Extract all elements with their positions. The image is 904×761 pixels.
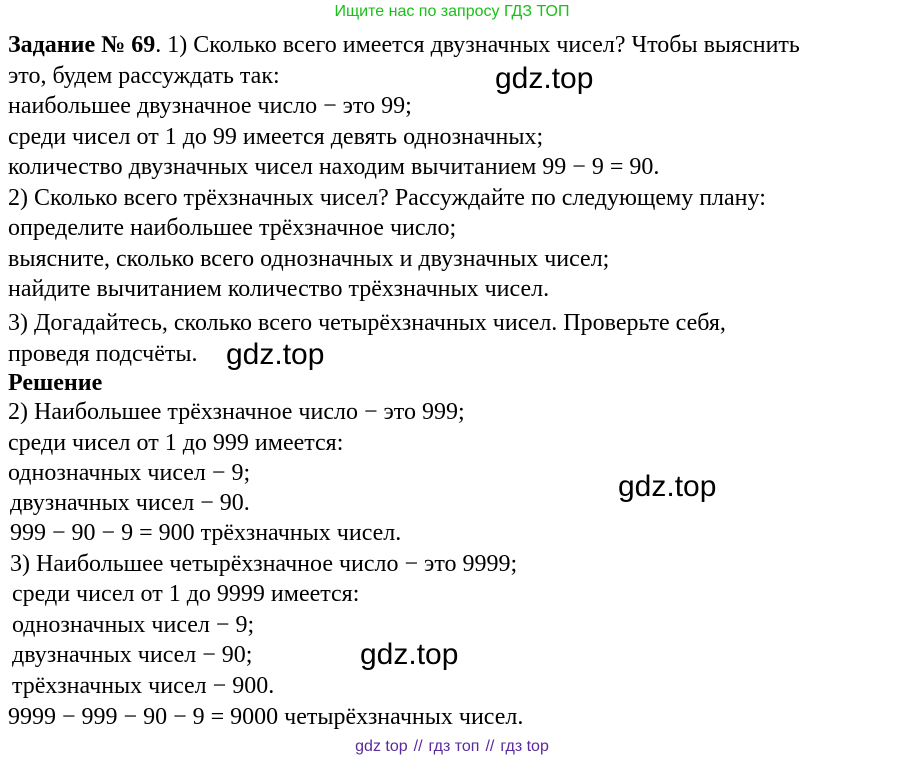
task-line-6: 2) Сколько всего трёхзначных чисел? Рассуждайте по следующему плану: [8,185,766,211]
solution-line-5: 999 − 90 − 9 = 900 трёхзначных чисел. [10,520,402,546]
solution-line-7: среди чисел от 1 до 9999 имеется: [12,581,360,607]
solution-line-1: 2) Наибольшее трёхзначное число − это 999; [8,399,465,425]
solution-line-4: двузначных чисел − 90. [10,490,250,516]
watermark-3: gdz.top [618,470,717,503]
task-line-3: наибольшее двузначное число − это 99; [8,93,412,119]
task-text: . 1) Сколько всего имеется двузначных чисел? Чтобы выяснить [155,32,800,58]
task-line-5: количество двузначных чисел находим вычитанием 99 − 9 = 90. [8,154,660,180]
footer-links [0,737,904,757]
watermark-2: gdz.top [226,338,325,371]
solution-line-3: однозначных чисел − 9; [8,460,251,486]
task-line-11: проведя подсчёты. [8,341,198,367]
solution-line-6: 3) Наибольшее четырёхзначное число − это 9999; [10,551,518,577]
footer-text-2: гдз топ [428,738,480,755]
task-title: Задание № 69 [8,32,156,58]
task-line-2: это, будем рассуждать так: [8,63,280,89]
task-line-8: выясните, сколько всего однозначных и двузначных чисел; [8,246,610,272]
footer-separator-2: // [485,738,495,755]
solution-line-8: однозначных чисел − 9; [12,612,255,638]
footer-text-3: гдз top [500,738,549,755]
watermark-1: gdz.top [495,62,594,95]
solution-line-2: среди чисел от 1 до 999 имеется: [8,430,344,456]
solution-line-10: трёхзначных чисел − 900. [12,673,275,699]
task-line-1 [8,31,800,59]
watermark-4: gdz.top [360,638,459,671]
footer-separator-1: // [413,738,423,755]
solution-line-9: двузначных чисел − 90; [12,642,253,668]
task-line-9: найдите вычитанием количество трёхзначных чисел. [8,276,550,302]
task-line-4: среди чисел от 1 до 99 имеется девять однозначных; [8,124,544,150]
task-line-10: 3) Догадайтесь, сколько всего четырёхзначных чисел. Проверьте себя, [8,310,726,336]
solution-heading: Решение [8,370,103,396]
solution-line-11: 9999 − 999 − 90 − 9 = 9000 четырёхзначных чисел. [8,704,524,730]
search-banner: Ищите нас по запросу ГДЗ ТОП [334,3,570,20]
task-line-7: определите наибольшее трёхзначное число; [8,215,457,241]
footer-text-1: gdz top [355,738,408,755]
